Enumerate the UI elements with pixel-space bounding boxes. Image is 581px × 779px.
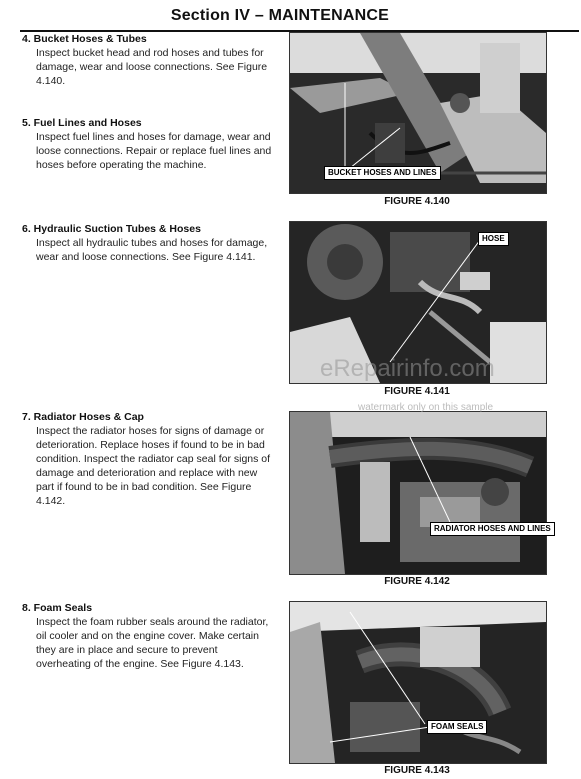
watermark-sub: watermark only on this sample [358, 402, 494, 413]
item-body: Inspect the foam rubber seals around the radiator, oil cooler and on the engine cover. Make certain they are in place and secure to prevent overheating of the engine. See Figure 4.143. [36, 616, 269, 670]
callout-foam-seals: FOAM SEALS [427, 720, 487, 734]
callout-hose: HOSE [478, 232, 509, 246]
item-title: 8. Foam Seals [22, 602, 93, 614]
maintenance-item-radiator-hoses [22, 410, 272, 508]
radiator-photo-illustration [290, 412, 546, 574]
maintenance-item-hydraulic-tubes [22, 222, 272, 264]
figure-4-142-caption: FIGURE 4.142 [384, 576, 450, 587]
figure-4-141-caption: FIGURE 4.141 [384, 386, 450, 397]
section-title: Section IV – MAINTENANCE [170, 7, 389, 24]
maintenance-item-fuel-lines [22, 116, 272, 172]
item-title: 5. Fuel Lines and Hoses [22, 117, 142, 129]
item-body: Inspect all hydraulic tubes and hoses for damage, wear and loose connections. See Figure 4.141. [36, 237, 268, 263]
item-body: Inspect bucket head and rod hoses and tubes for damage, wear and loose connections. See Figure 4.140. [36, 47, 268, 87]
figure-4-142-photo [289, 411, 547, 575]
item-body: Inspect fuel lines and hoses for damage, wear and loose connections. Repair or replace fuel lines and hoses before operating the machine. [36, 131, 272, 171]
foam-seals-photo-illustration [290, 602, 546, 763]
item-title: 7. Radiator Hoses & Cap [22, 411, 144, 423]
item-title: 4. Bucket Hoses & Tubes [22, 33, 147, 45]
figure-4-143-photo [289, 601, 547, 764]
item-title: 6. Hydraulic Suction Tubes & Hoses [22, 223, 201, 235]
maintenance-item-bucket-hoses [22, 32, 272, 88]
figure-4-143-caption: FIGURE 4.143 [384, 765, 450, 776]
callout-bucket-hoses: BUCKET HOSES AND LINES [324, 166, 441, 180]
item-body: Inspect the radiator hoses for signs of damage or deterioration. Replace hoses if found to be in bad condition. Inspect the radiator cap seal for signs of damage and deterioration and replace with new part if found to be in bad condition. See Figure 4.142. [36, 425, 271, 507]
maintenance-item-foam-seals [22, 601, 272, 671]
figure-4-140-caption: FIGURE 4.140 [384, 196, 450, 207]
watermark: eRepairinfo.com [320, 355, 495, 382]
page-header [20, 5, 579, 32]
callout-radiator-hoses: RADIATOR HOSES AND LINES [430, 522, 555, 536]
